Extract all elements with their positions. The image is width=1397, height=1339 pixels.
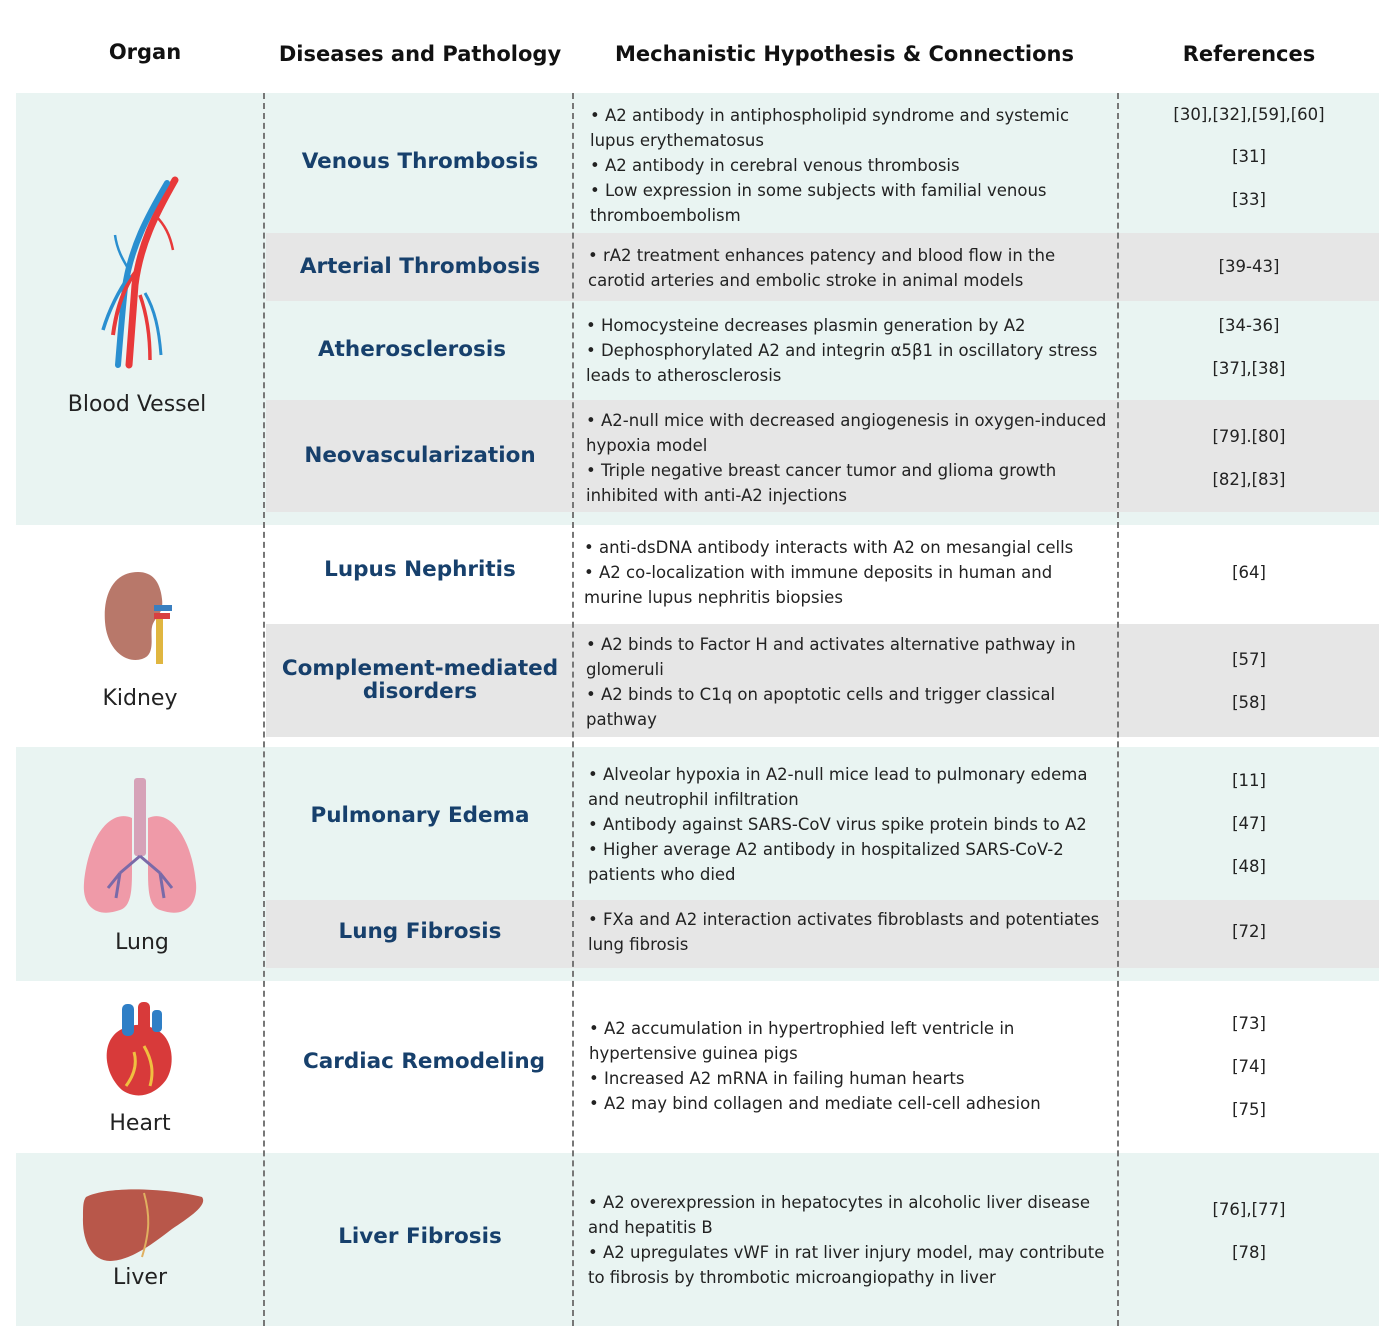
- liver-icon: [80, 1185, 208, 1267]
- disease-lung-fibrosis: Lung Fibrosis: [338, 919, 502, 944]
- mechanism-lupus-nephritis: [582, 535, 1114, 610]
- ref-liver-1: [76],[77]: [1212, 1200, 1286, 1219]
- divider-3: [1117, 93, 1119, 1326]
- ref-arterial-1: [39-43]: [1218, 257, 1280, 276]
- ref-complement-2: [58]: [1232, 693, 1266, 712]
- mechanism-item: • A2 antibody in antiphospholipid syndrome and systemic lupus erythematosus: [590, 106, 1070, 150]
- disease-cardiac-remodeling: Cardiac Remodeling: [302, 1049, 546, 1074]
- lung-icon: [80, 778, 200, 923]
- mechanism-cardiac-remodeling: [582, 1016, 1114, 1116]
- mechanism-item: • Homocysteine decreases plasmin generation by A2: [586, 316, 1026, 335]
- mechanism-item: • A2 binds to Factor H and activates alternative pathway in glomeruli: [586, 635, 1076, 679]
- header-mechanism: Mechanistic Hypothesis & Connections: [615, 42, 1074, 66]
- header-disease: Diseases and Pathology: [278, 42, 562, 66]
- mechanism-item: • FXa and A2 interaction activates fibroblasts and potentiates lung fibrosis: [588, 910, 1100, 954]
- ref-venous-1: [30],[32],[59],[60]: [1173, 105, 1325, 124]
- ref-complement-1: [57]: [1232, 650, 1266, 669]
- ref-liver-2: [78]: [1232, 1243, 1266, 1262]
- mechanism-neovascularization: [582, 408, 1114, 508]
- mechanism-item: • Alveolar hypoxia in A2-null mice lead to pulmonary edema and neutrophil infiltration: [588, 765, 1088, 809]
- ref-cardiac-1: [73]: [1232, 1014, 1266, 1033]
- mechanism-lung-fibrosis: [582, 907, 1114, 957]
- organ-label-blood-vessel: Blood Vessel: [67, 392, 207, 417]
- mechanism-item: • Dephosphorylated A2 and integrin α5β1 in oscillatory stress leads to atherosclerosis: [586, 341, 1098, 385]
- mechanism-pulmonary-edema: [582, 762, 1114, 887]
- disease-liver-fibrosis: Liver Fibrosis: [338, 1224, 502, 1249]
- ref-lungfib-1: [72]: [1232, 922, 1266, 941]
- disease-atherosclerosis: Atherosclerosis: [317, 337, 506, 362]
- ref-cardiac-3: [75]: [1232, 1100, 1266, 1119]
- mechanism-liver-fibrosis: [582, 1190, 1114, 1290]
- mechanism-item: • Low expression in some subjects with familial venous thromboembolism: [590, 181, 1047, 225]
- mechanism-item: • A2 overexpression in hepatocytes in alcoholic liver disease and hepatitis B: [588, 1193, 1090, 1237]
- ref-lupus-1: [64]: [1232, 563, 1266, 582]
- ref-athero-2: [37],[38]: [1212, 359, 1286, 378]
- mechanism-venous-thrombosis: [582, 103, 1114, 228]
- ref-pulm-3: [48]: [1232, 857, 1266, 876]
- mechanism-arterial-thrombosis: [582, 243, 1114, 293]
- mechanism-item: • A2-null mice with decreased angiogenesis in oxygen-induced hypoxia model: [586, 411, 1107, 455]
- ref-pulm-2: [47]: [1232, 814, 1266, 833]
- disease-venous-thrombosis: Venous Thrombosis: [301, 149, 539, 174]
- mechanism-item: • A2 accumulation in hypertrophied left ventricle in hypertensive guinea pigs: [589, 1019, 1015, 1063]
- disease-lupus-nephritis: Lupus Nephritis: [324, 557, 516, 582]
- organ-label-kidney: Kidney: [102, 686, 178, 711]
- mechanism-complement: [582, 632, 1114, 732]
- mechanism-item: • Triple negative breast cancer tumor and glioma growth inhibited with anti-A2 injections: [586, 461, 1057, 505]
- ref-athero-1: [34-36]: [1218, 316, 1280, 335]
- mechanism-item: • A2 may bind collagen and mediate cell-cell adhesion: [589, 1094, 1041, 1113]
- divider-1: [263, 93, 265, 1326]
- ref-cardiac-2: [74]: [1232, 1057, 1266, 1076]
- organ-label-lung: Lung: [115, 930, 169, 955]
- organ-label-liver: Liver: [113, 1265, 167, 1290]
- heart-icon: [102, 1002, 174, 1100]
- kidney-icon: [100, 567, 180, 667]
- ref-neo-1: [79].[80]: [1212, 427, 1286, 446]
- mechanism-item: • A2 upregulates vWF in rat liver injury model, may contribute to fibrosis by thrombotic microangiopathy in liver: [588, 1243, 1105, 1287]
- mechanism-item: • Increased A2 mRNA in failing human hearts: [589, 1069, 965, 1088]
- divider-2: [572, 93, 574, 1326]
- mechanism-item: • A2 antibody in cerebral venous thrombosis: [590, 156, 960, 175]
- organ-label-heart: Heart: [109, 1111, 171, 1136]
- header-references: References: [1182, 42, 1316, 66]
- mechanism-item: • anti-dsDNA antibody interacts with A2 on mesangial cells: [584, 538, 1074, 557]
- blood-vessel-icon: [95, 175, 185, 370]
- disease-complement-line2: disorders: [362, 679, 478, 704]
- mechanism-item: • Antibody against SARS-CoV virus spike protein binds to A2: [588, 815, 1087, 834]
- mechanism-item: • A2 co-localization with immune deposits in human and murine lupus nephritis biopsies: [584, 563, 1053, 607]
- ref-neo-2: [82],[83]: [1212, 470, 1286, 489]
- mechanism-item: • A2 binds to C1q on apoptotic cells and trigger classical pathway: [586, 685, 1056, 729]
- disease-pulmonary-edema: Pulmonary Edema: [310, 803, 530, 828]
- disease-arterial-thrombosis: Arterial Thrombosis: [299, 254, 541, 279]
- mechanism-item: • rA2 treatment enhances patency and blood flow in the carotid arteries and embolic stroke in animal models: [588, 246, 1056, 290]
- ref-venous-2: [31]: [1232, 147, 1266, 166]
- ref-venous-3: [33]: [1232, 190, 1266, 209]
- disease-neovascularization: Neovascularization: [304, 443, 536, 468]
- mechanism-atherosclerosis: [582, 313, 1114, 388]
- disease-complement-line1: Complement-mediated: [281, 656, 559, 681]
- mechanism-item: • Higher average A2 antibody in hospitalized SARS-CoV-2 patients who died: [588, 840, 1064, 884]
- header-organ: Organ: [108, 40, 182, 64]
- disease-complement-mediated: [270, 657, 570, 703]
- ref-pulm-1: [11]: [1232, 771, 1266, 790]
